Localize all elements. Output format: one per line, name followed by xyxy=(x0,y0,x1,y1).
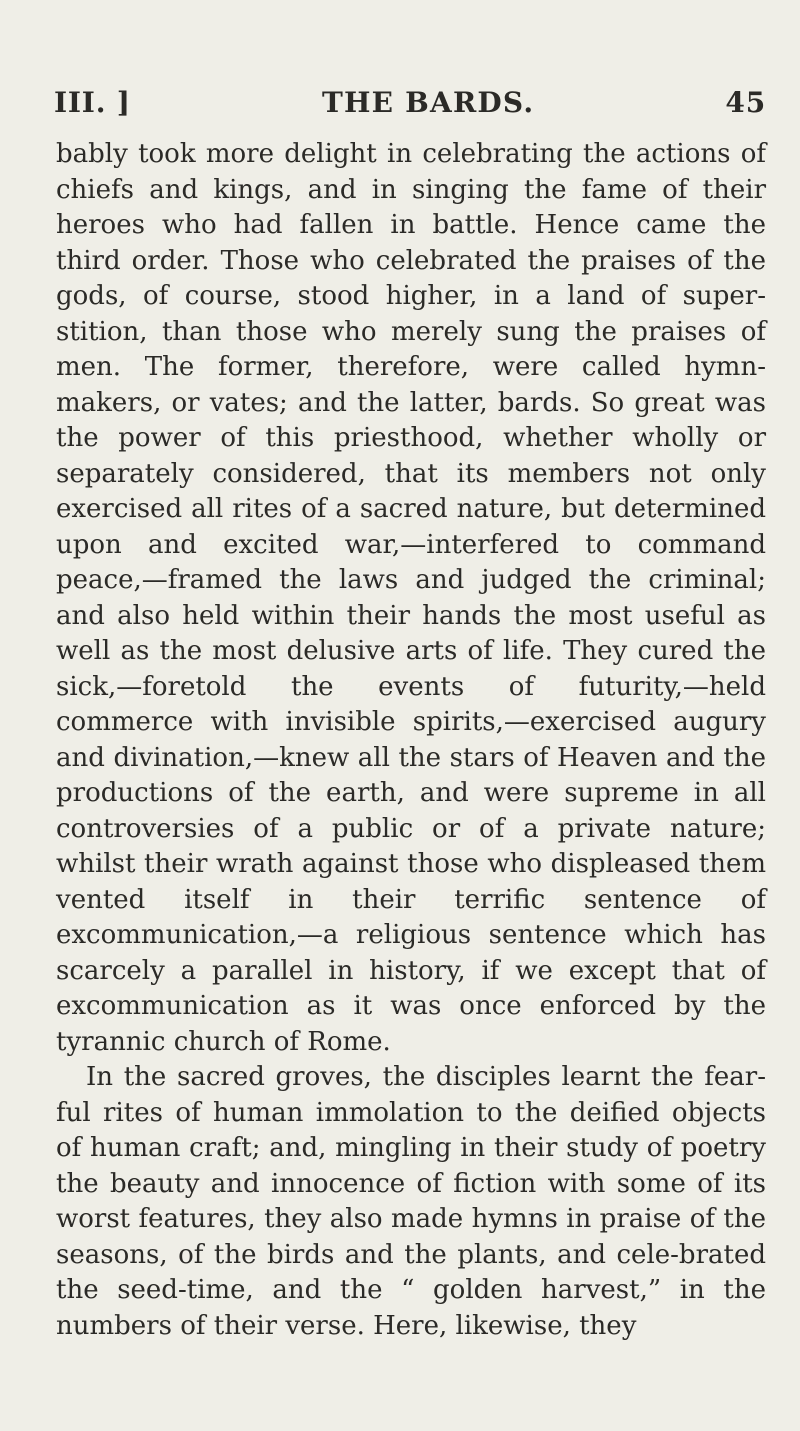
paragraph-1: bably took more delight in celebrating the actions of chiefs and kings, and in singing the fame of their heroes who had fallen in battle. Hence came the third order. Those who celebrated the praises of the gods, of course, stood higher, in a land of super-stition, than those who merely sung the praises of men. The former, therefore, were called hymn-makers, or vates; and the latter, bards. So great was the power of this priesthood, whether wholly or separately considered, that its members not only exercised all rites of a sacred nature, but determined upon and excited war,—interfered to command peace,—framed the laws and judged the criminal; and also held within their hands the most useful as well as the most delusive arts of life. They cured the sick,—foretold the events of futurity,—held commerce with invisible spirits,—exercised augury and divination,—knew all the stars of Heaven and the productions of the earth, and were supreme in all controversies of a public or of a private nature; whilst their wrath against those who displeased them vented itself in their terrific sentence of excommunication,—a religious sentence which has scarcely a parallel in history, if we except that of excommunication as it was once enforced by the tyrannic church of Rome. xyxy=(56,139,766,1057)
running-head xyxy=(54,82,766,122)
chapter-marker: III. ] xyxy=(54,85,131,119)
running-title: THE BARDS. xyxy=(321,85,535,119)
page-number: 45 xyxy=(725,85,766,119)
body-text xyxy=(56,137,766,1344)
paragraph-2: In the sacred groves, the disciples learnt the fear-ful rites of human immolation to the deified objects of human craft; and, mingling in their study of poetry the beauty and innocence of fiction with some of its worst features, they also made hymns in praise of the seasons, of the birds and the plants, and cele-brated the seed-time, and the “ golden harvest,” in the numbers of their verse. Here, likewise, they xyxy=(56,1062,766,1341)
